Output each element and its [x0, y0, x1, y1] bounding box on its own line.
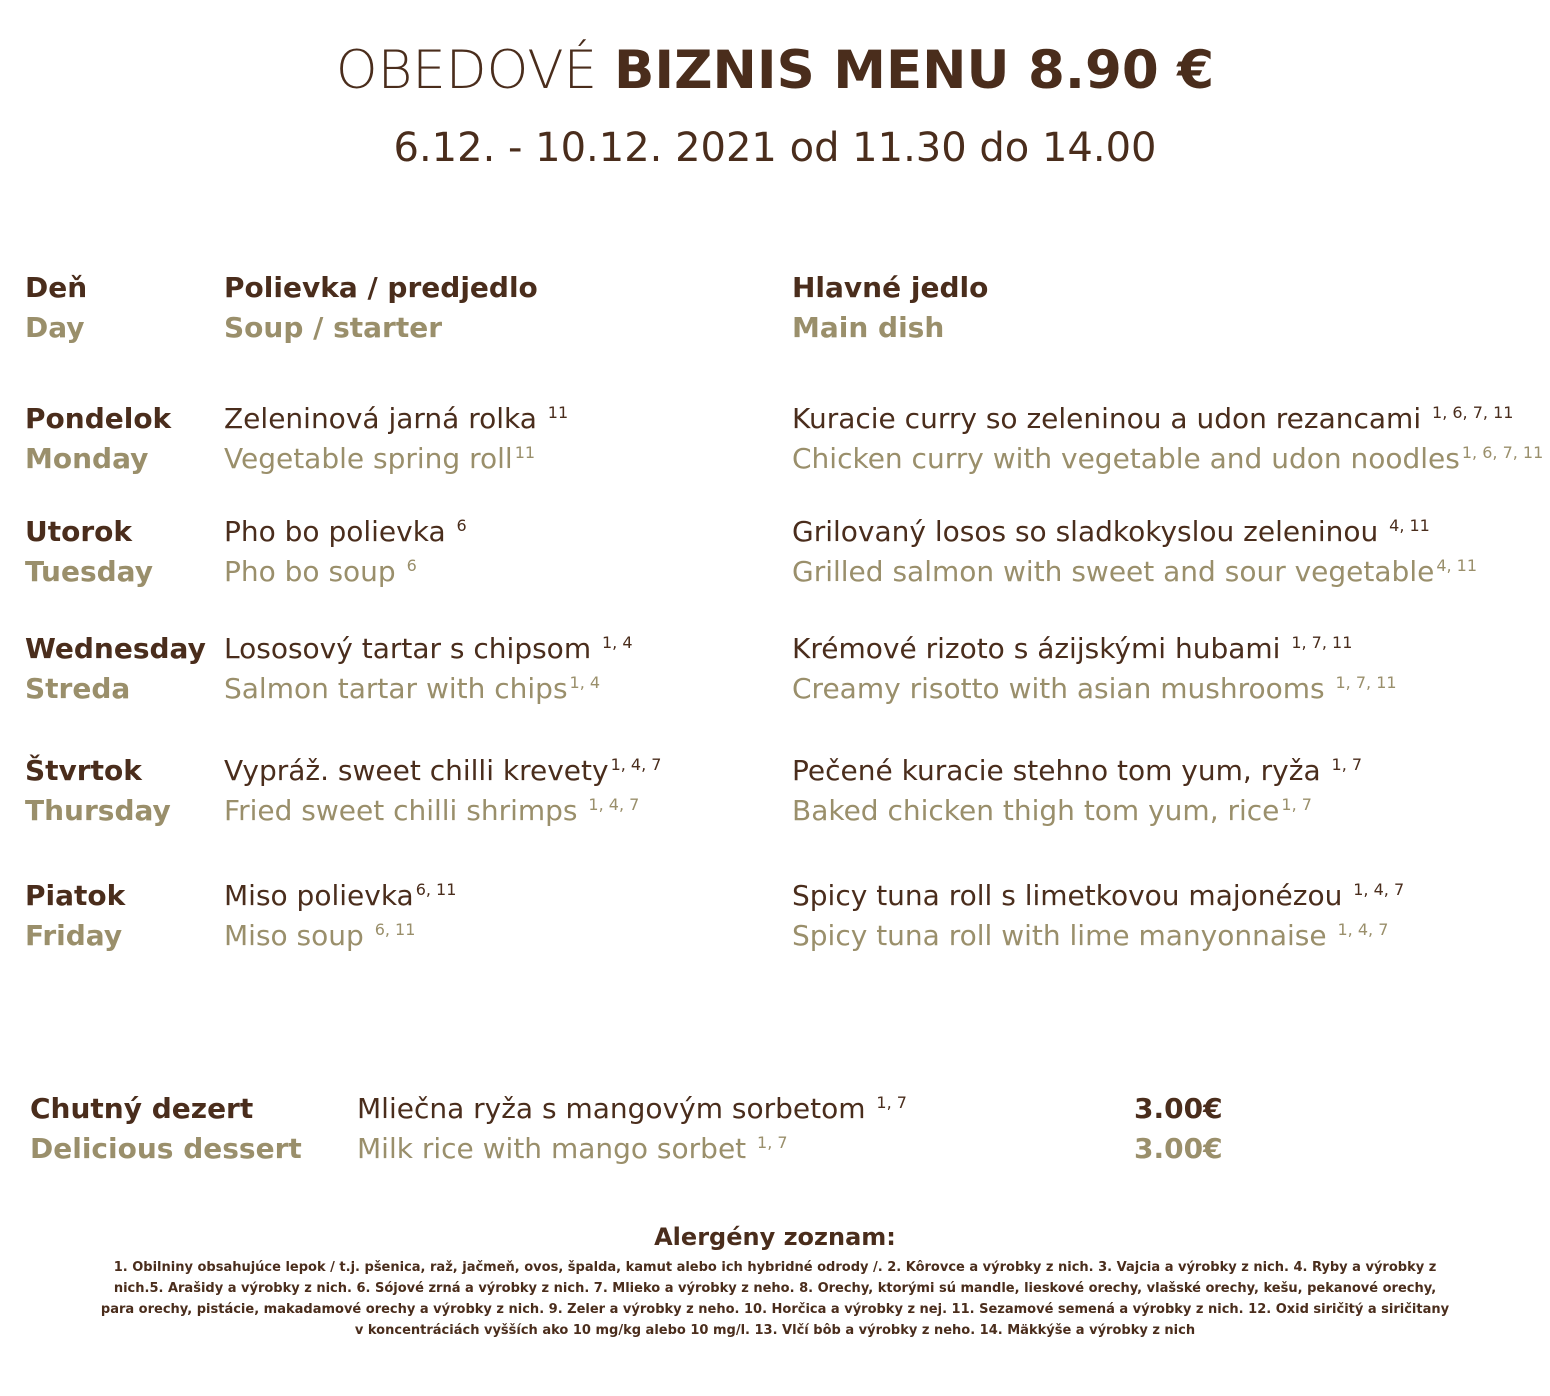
main-primary	[792, 629, 1397, 669]
day-name	[25, 876, 125, 956]
main-secondary-text: Spicy tuna roll with lime manyonnaise	[792, 919, 1336, 952]
allergen-list-title: Alergény zoznam:	[654, 1223, 896, 1251]
allergen-codes: 1, 7, 11	[1335, 673, 1397, 692]
soup-secondary	[224, 439, 568, 479]
dessert-item	[357, 1089, 907, 1169]
allergen-codes: 1, 4	[602, 633, 633, 652]
dessert-label-primary: Chutný dezert	[30, 1092, 254, 1125]
day-name-secondary: Thursday	[25, 794, 171, 827]
soup-item	[224, 876, 456, 956]
main-secondary-text: Grilled salmon with sweet and sour vegetable	[792, 555, 1435, 588]
dessert-secondary	[357, 1129, 907, 1169]
soup-secondary-text: Miso soup	[224, 919, 373, 952]
header-day	[25, 268, 87, 348]
soup-primary-text: Zeleninová jarná rolka	[224, 402, 546, 435]
allergen-codes: 6, 11	[374, 920, 416, 939]
allergen-codes: 1, 7	[1331, 755, 1363, 774]
menu-title-light: OBEDOVÉ	[335, 40, 614, 101]
allergen-codes: 6, 11	[415, 880, 457, 899]
allergen-codes: 11	[547, 403, 569, 422]
day-name-primary: Wednesday	[25, 632, 206, 665]
main-primary-text: Kuracie curry so zeleninou a udon rezancami	[792, 402, 1431, 435]
main-item	[792, 751, 1362, 831]
dessert-label-secondary: Delicious dessert	[30, 1132, 302, 1165]
dessert-primary-text: Mliečna ryža s mangovým sorbetom	[357, 1092, 875, 1125]
soup-item	[224, 399, 568, 479]
header-day-en: Day	[25, 311, 85, 344]
main-secondary	[792, 552, 1477, 592]
soup-secondary	[224, 552, 467, 592]
allergen-codes: 1, 7	[1281, 795, 1312, 814]
soup-secondary	[224, 669, 633, 709]
allergen-codes: 1, 4, 7	[610, 755, 662, 774]
day-name	[25, 629, 206, 709]
day-name-secondary: Tuesday	[25, 555, 153, 588]
main-secondary	[792, 916, 1404, 956]
dessert-price	[1134, 1089, 1223, 1169]
soup-secondary-text: Pho bo soup	[224, 555, 405, 588]
dessert-secondary-text: Milk rice with mango sorbet	[357, 1132, 756, 1165]
header-main-en: Main dish	[792, 311, 945, 344]
allergen-codes: 4, 11	[1389, 516, 1430, 535]
dessert-price-primary: 3.00€	[1134, 1092, 1223, 1125]
soup-secondary-text: Vegetable spring roll	[224, 442, 513, 475]
main-primary-text: Pečené kuracie stehno tom yum, ryža	[792, 754, 1330, 787]
main-secondary	[792, 669, 1397, 709]
allergen-codes: 11	[514, 443, 536, 462]
day-name	[25, 512, 153, 592]
main-primary	[792, 751, 1362, 791]
header-soup	[224, 268, 538, 348]
dessert-price-secondary: 3.00€	[1134, 1132, 1223, 1165]
soup-item	[224, 629, 633, 709]
allergen-codes: 1, 7, 11	[1291, 633, 1353, 652]
allergen-codes: 1, 4, 7	[1353, 880, 1405, 899]
allergen-codes: 1, 4	[569, 673, 601, 692]
soup-secondary	[224, 916, 456, 956]
soup-primary	[224, 512, 467, 552]
allergen-codes: 1, 6, 7, 11	[1432, 403, 1514, 422]
soup-primary	[224, 629, 633, 669]
day-name	[25, 751, 171, 831]
main-item	[792, 876, 1404, 956]
main-primary	[792, 512, 1477, 552]
main-item	[792, 629, 1397, 709]
soup-primary	[224, 751, 661, 791]
main-primary	[792, 876, 1404, 916]
main-primary	[792, 399, 1543, 439]
day-name-secondary: Friday	[25, 919, 123, 952]
day-name	[25, 399, 171, 479]
header-main-sk: Hlavné jedlo	[792, 271, 989, 304]
allergen-codes: 1, 7	[757, 1133, 788, 1152]
menu-date-range: 6.12. - 10.12. 2021 od 11.30 do 14.00	[393, 125, 1157, 171]
soup-primary-text: Lososový tartar s chipsom	[224, 632, 600, 665]
main-secondary-text: Baked chicken thigh tom yum, rice	[792, 794, 1280, 827]
header-soup-en: Soup / starter	[224, 311, 443, 344]
allergen-codes: 6	[456, 516, 467, 535]
soup-item	[224, 751, 661, 831]
allergen-codes: 1, 4, 7	[1337, 920, 1389, 939]
soup-primary	[224, 876, 456, 916]
menu-title	[0, 36, 1550, 106]
day-name-secondary: Streda	[25, 672, 131, 705]
allergen-codes: 1, 6, 7, 11	[1461, 443, 1544, 462]
header-soup-sk: Polievka / predjedlo	[224, 271, 538, 304]
dessert-primary	[357, 1089, 907, 1129]
soup-secondary	[224, 791, 661, 831]
allergen-codes: 1, 4, 7	[588, 795, 640, 814]
allergen-codes: 1, 7	[876, 1093, 907, 1112]
header-main	[792, 268, 988, 348]
soup-primary-text: Miso polievka	[224, 879, 414, 912]
allergen-list-text: 1. Obilniny obsahujúce lepok / t.j. pšenica, raž, jačmeň, ovos, špalda, kamut alebo ich hybridné odrody /. 2. Kôrovce a výrobky z nich. 3. Vajcia a výrobky z nich. 4. Ryby a výrobky z nich.5. Arašidy a výrobky z nich. 6. Sójové zrná a výrobky z nich. 7. Mlieko a výrobky z neho. 8. Orechy, ktorými sú mandle, lieskové orechy, vlašské orechy, kešu, pekanové orechy, para orechy, pistácie, makadamové orechy a výrobky z nich. 9. Zeler a výrobky z neho. 10. Horčica a výrobky z nej. 11. Sezamové semená a výrobky z nich. 12. Oxid siričitý a siričitany v koncentráciách vyšších ako 10 mg/kg alebo 10 mg/l. 13. Vlčí bôb a výrobky z neho. 14. Mäkkýše a výrobky z nich	[100, 1260, 1450, 1338]
main-primary-text: Krémové rizoto s ázijskými hubami	[792, 632, 1290, 665]
soup-primary-text: Pho bo polievka	[224, 515, 455, 548]
main-secondary	[792, 439, 1543, 479]
soup-item	[224, 512, 467, 592]
header-day-sk: Deň	[25, 271, 88, 304]
menu-title-bold: BIZNIS MENU 8.90 €	[613, 40, 1215, 101]
main-secondary-text: Creamy risotto with asian mushrooms	[792, 672, 1334, 705]
main-primary-text: Spicy tuna roll s limetkovou majonézou	[792, 879, 1352, 912]
soup-primary-text: Vypráž. sweet chilli krevety	[224, 754, 609, 787]
day-name-primary: Utorok	[25, 515, 133, 548]
soup-secondary-text: Salmon tartar with chips	[224, 672, 568, 705]
allergen-codes: 4, 11	[1436, 556, 1478, 575]
day-name-primary: Piatok	[25, 879, 126, 912]
main-item	[792, 512, 1477, 592]
day-name-secondary: Monday	[25, 442, 149, 475]
day-name-primary: Pondelok	[25, 402, 172, 435]
soup-primary	[224, 399, 568, 439]
day-name-primary: Štvrtok	[25, 754, 142, 787]
main-primary-text: Grilovaný losos so sladkokyslou zeleninou	[792, 515, 1388, 548]
allergen-codes: 6	[406, 556, 417, 575]
soup-secondary-text: Fried sweet chilli shrimps	[224, 794, 587, 827]
main-secondary	[792, 791, 1362, 831]
main-secondary-text: Chicken curry with vegetable and udon noodles	[792, 442, 1460, 475]
dessert-label	[30, 1089, 302, 1169]
main-item	[792, 399, 1543, 479]
